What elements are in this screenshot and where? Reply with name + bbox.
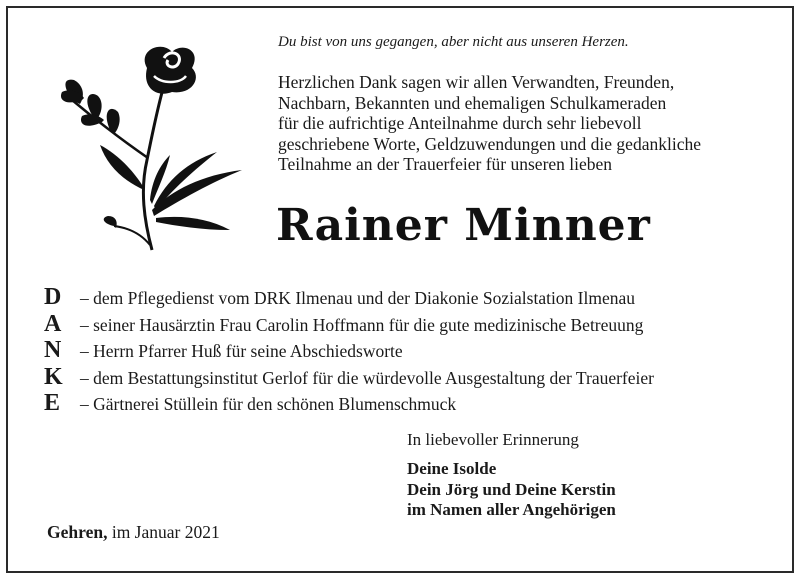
thanks-paragraph <box>278 72 788 175</box>
danke-row <box>44 337 654 364</box>
place-name: Gehren, <box>47 522 108 542</box>
thanks-line: Herzlichen Dank sagen wir allen Verwandten, Freunden, <box>278 72 675 92</box>
danke-text: – Gärtnerei Stüllein für den schönen Blumenschmuck <box>80 394 457 414</box>
date-text: im Januar 2021 <box>111 522 220 542</box>
signer-line: Dein Jörg und Deine Kerstin <box>407 479 616 499</box>
danke-letter: A <box>44 310 62 337</box>
thanks-line: Nachbarn, Bekannten und ehemaligen Schulkameraden <box>278 92 667 113</box>
motto-text: Du bist von uns gegangen, aber nicht aus unseren Herzen. <box>278 34 629 50</box>
signer-line: im Namen aller Angehörigen <box>407 500 616 519</box>
danke-text: – dem Bestattungsinstitut Gerlof für die würdevolle Ausgestaltung der Trauerfeier <box>80 367 654 388</box>
danke-list <box>44 284 654 417</box>
danke-letter: N <box>44 337 62 363</box>
danke-row <box>44 390 654 417</box>
signer-line: Deine Isolde <box>407 459 497 478</box>
signers-block <box>407 459 616 521</box>
thanks-line: für die aufrichtige Anteilnahme durch sehr liebevoll <box>278 113 642 133</box>
danke-row <box>44 311 654 338</box>
deceased-name: Rainer Minner <box>276 200 651 251</box>
danke-letter: E <box>44 390 61 416</box>
danke-text: – seiner Hausärztin Frau Carolin Hoffmann für die gute medizinische Betreuung <box>80 314 644 335</box>
danke-row <box>44 284 654 311</box>
rose-icon <box>52 40 252 255</box>
danke-letter: D <box>44 284 62 310</box>
memory-line: In liebevoller Erinnerung <box>407 430 579 449</box>
thanks-line: geschriebene Worte, Geldzuwendungen und die gedankliche <box>278 133 701 154</box>
danke-text: – Herrn Pfarrer Huß für seine Abschiedsworte <box>80 341 403 361</box>
thanks-line: Teilnahme an der Trauerfeier für unseren lieben <box>278 154 613 174</box>
place-date <box>47 522 220 543</box>
danke-letter: K <box>44 363 63 390</box>
danke-row <box>44 364 654 391</box>
danke-text: – dem Pflegedienst vom DRK Ilmenau und der Diakonie Sozialstation Ilmenau <box>80 288 636 308</box>
